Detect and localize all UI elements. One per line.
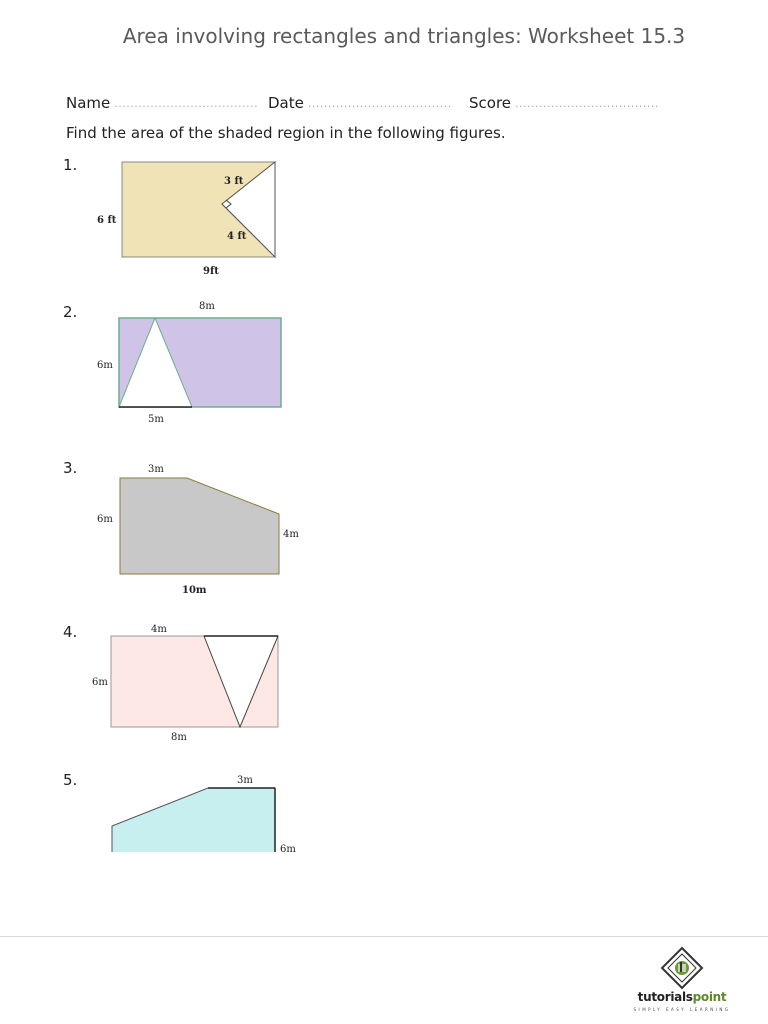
worksheet-title: Area involving rectangles and triangles: Worksheet 15.3	[122, 24, 686, 48]
logo-mark-icon	[626, 946, 738, 992]
logo-wordmark-part1: tutorials	[637, 990, 693, 1004]
date-label: Date	[268, 94, 304, 112]
figure-5-label-6m: 6m	[280, 844, 296, 855]
figure-3-label-3m: 3m	[148, 464, 164, 475]
score-dots: ....................................	[515, 97, 659, 110]
question-number-4: 4.	[63, 623, 78, 641]
name-dots: ....................................	[114, 97, 259, 110]
figure-1-label-9ft: 9ft	[203, 266, 219, 277]
question-number-5: 5.	[63, 771, 78, 789]
figure-1-label-6ft: 6 ft	[97, 215, 117, 226]
figure-5	[112, 775, 296, 855]
tutorialspoint-logo	[626, 946, 738, 1016]
figure-4-label-4m: 4m	[151, 624, 167, 635]
figure-5-shaded-region	[112, 788, 275, 852]
logo-tagline: SIMPLY EASY LEARNING	[633, 1007, 731, 1012]
question-number-2: 2.	[63, 303, 78, 321]
name-label: Name	[66, 94, 111, 112]
figure-4-label-8m: 8m	[171, 732, 187, 743]
figure-1-label-4ft: 4 ft	[227, 231, 247, 242]
figure-3-label-4m: 4m	[283, 529, 299, 540]
score-label: Score	[469, 94, 512, 112]
figure-5-label-3m: 3m	[237, 775, 253, 786]
logo-wordmark	[626, 990, 738, 1004]
figure-2-label-5m: 5m	[148, 414, 164, 425]
figure-1	[97, 162, 275, 277]
instruction-text: Find the area of the shaded region in the following figures.	[66, 124, 506, 142]
question-number-1: 1.	[63, 156, 78, 174]
logo-wordmark-part2: point	[692, 990, 727, 1004]
figure-3	[97, 464, 299, 596]
figure-3-label-6m: 6m	[97, 514, 113, 525]
figure-2-label-6m: 6m	[97, 360, 113, 371]
figure-3-label-10m: 10m	[182, 585, 207, 596]
figure-2	[97, 301, 281, 425]
figure-1-label-3ft: 3 ft	[224, 176, 244, 187]
date-dots: ....................................	[307, 97, 452, 110]
figure-2-label-8m: 8m	[199, 301, 215, 312]
footer-divider	[0, 936, 768, 937]
figure-3-shaded-region	[120, 478, 279, 574]
figure-4-label-6m: 6m	[92, 677, 108, 688]
question-number-3: 3.	[63, 459, 78, 477]
figure-4	[92, 624, 278, 743]
